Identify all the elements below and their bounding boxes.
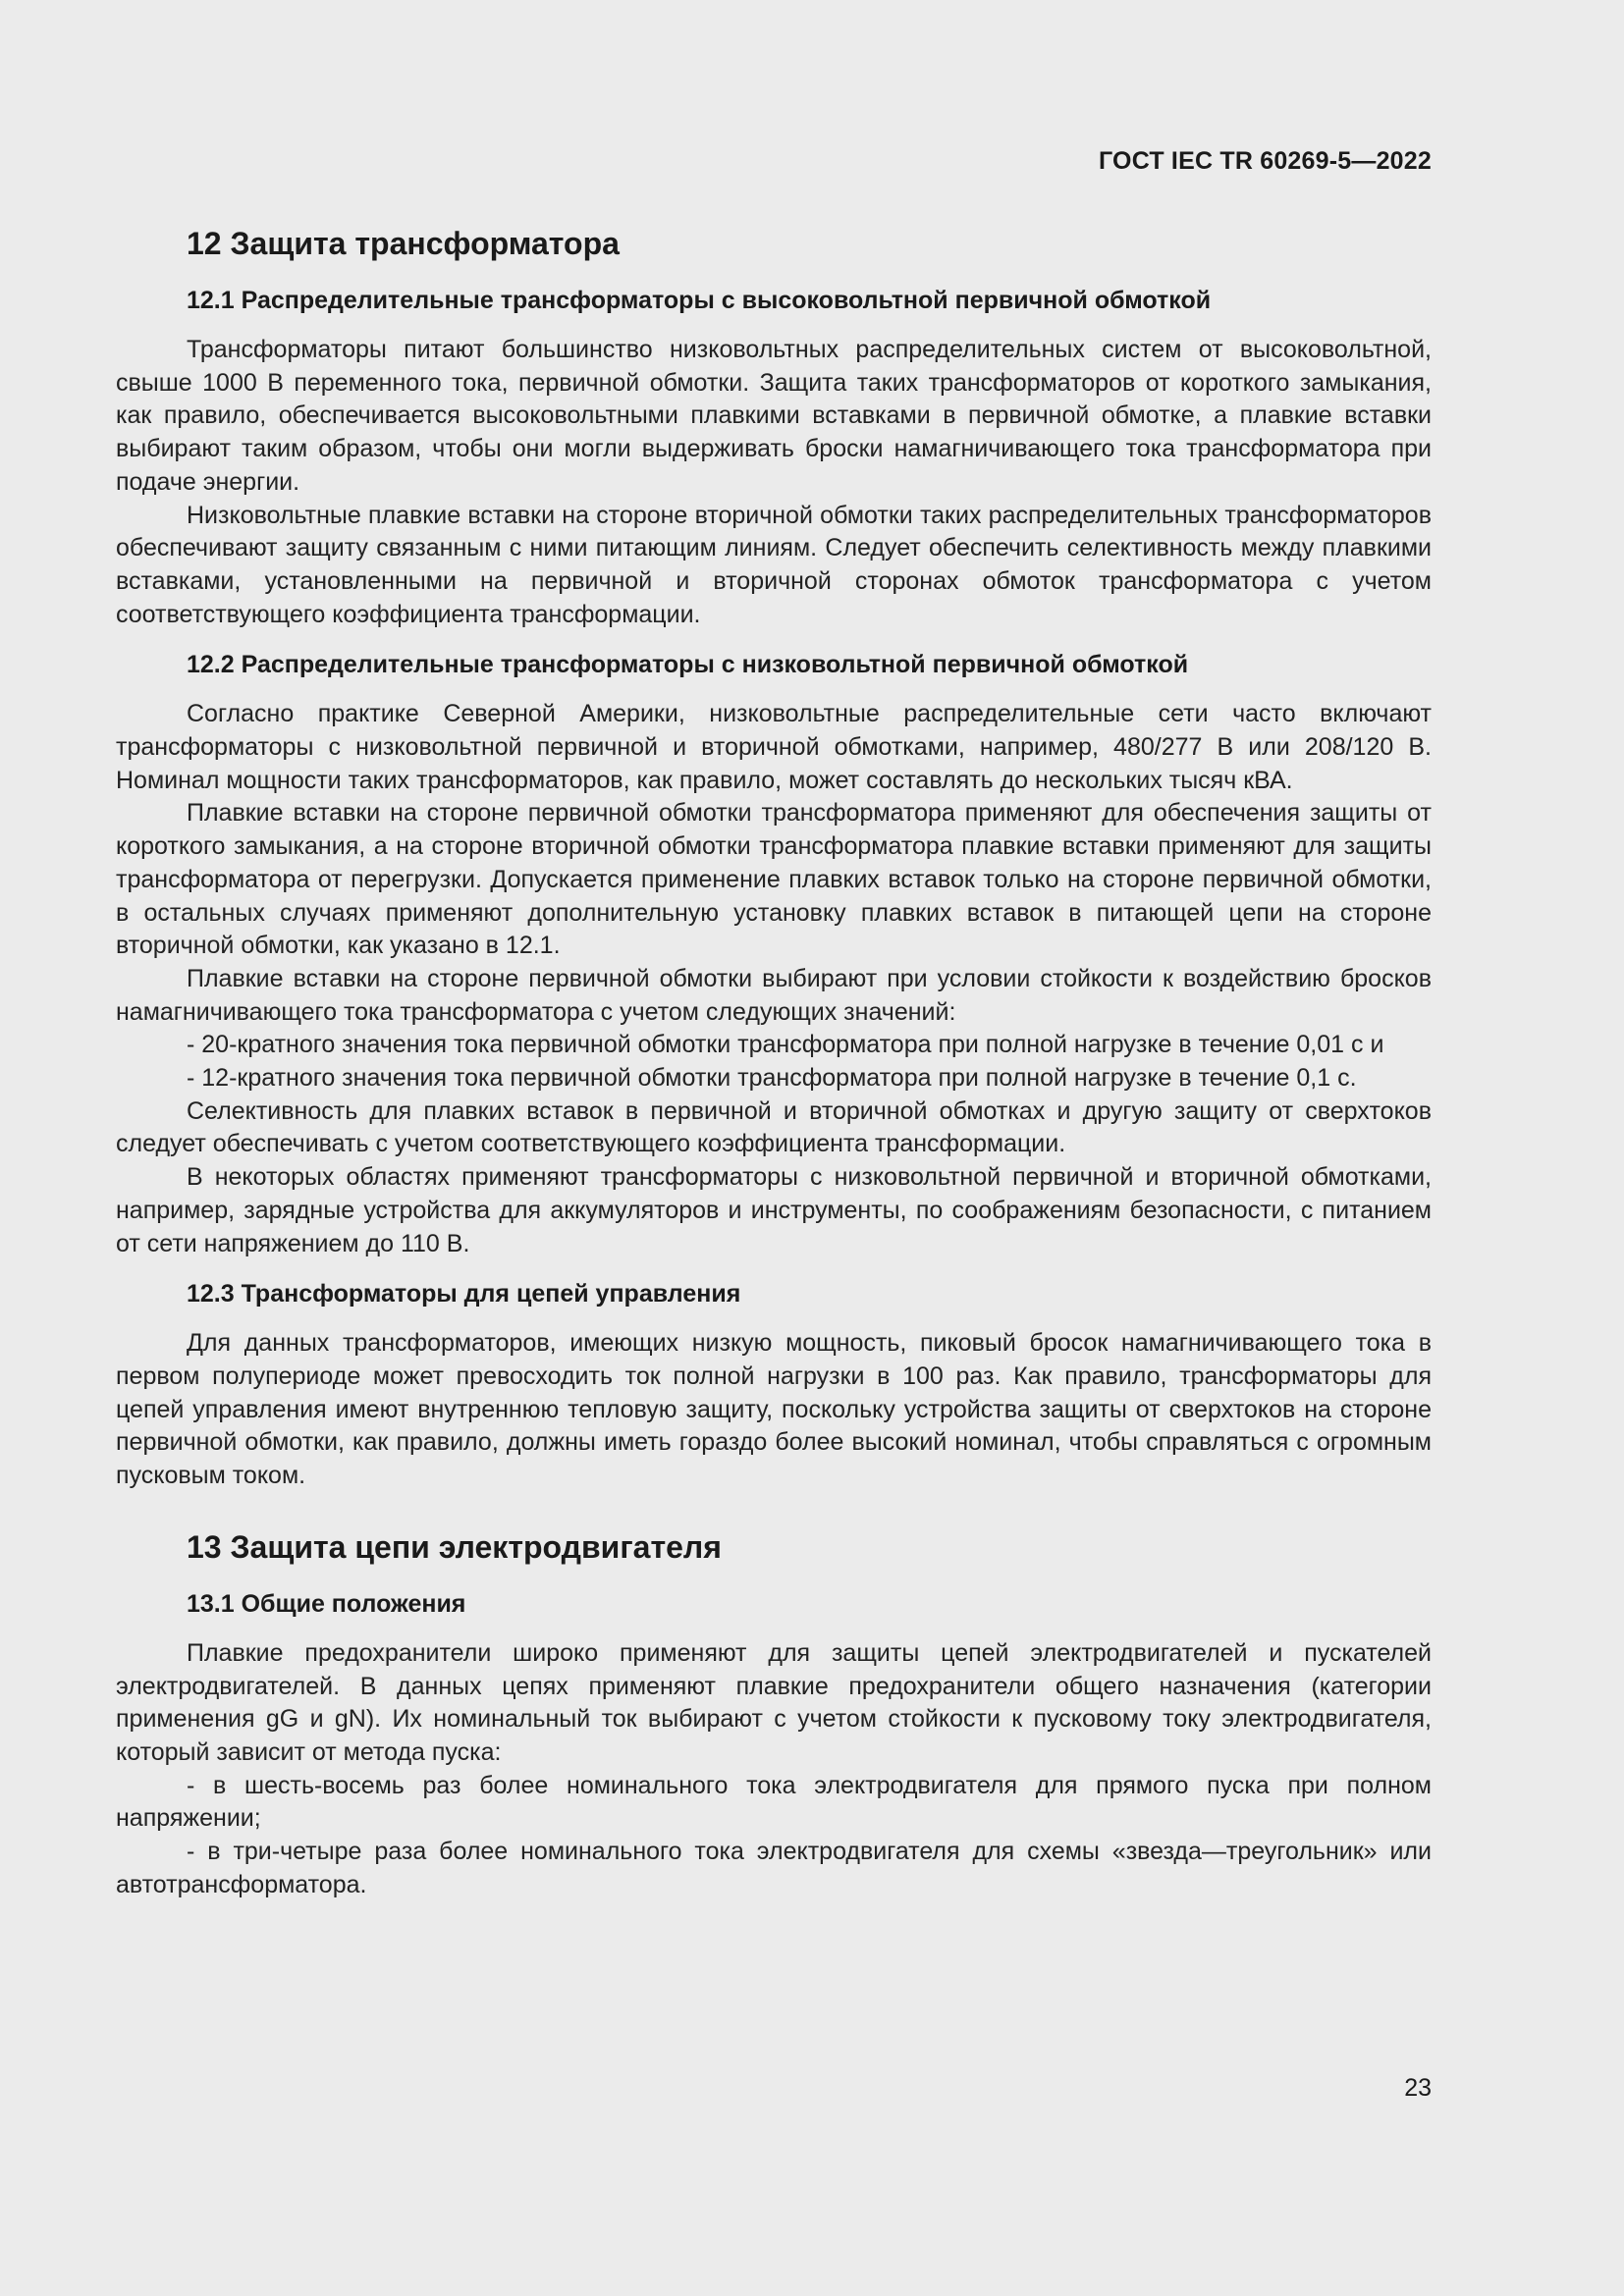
paragraph-12-2-3: Плавкие вставки на стороне первичной обмотки выбирают при условии стойкости к воздействию бросков намагничивающего тока трансформатора с учетом следующих значений: bbox=[116, 964, 1432, 1026]
paragraph-12-2-1: Согласно практике Северной Америки, низковольтные распределительные сети часто включают трансформаторы с низковольтной первичной и вторичной обмотками, например, 480/277 В или 208/120 В. Номинал мощности таких трансформаторов, как правило, может составлять до нескольких тысяч кВА. bbox=[116, 700, 1432, 794]
document-page bbox=[116, 0, 1432, 2296]
section-13-title: 13 Защита цепи электродвигателя bbox=[187, 1528, 722, 1565]
paragraph-12-2-4: Селективность для плавких вставок в первичной и вторичной обмотках и другую защиту от сверхтоков следует обеспечивать с учетом соответствующего коэффициента трансформации. bbox=[116, 1096, 1432, 1158]
list-item-13-1-1: - в шесть-восемь раз более номинального тока электродвигателя для прямого пуска при полном напряжении; bbox=[116, 1771, 1432, 1833]
paragraph-12-1-2: Низковольтные плавкие вставки на стороне вторичной обмотки таких распределительных трансформаторов обеспечивают защиту связанным с ними питающим линиям. Следует обеспечить селективность между плавкими вставками, установленными на первичной и вторичной сторонах обмоток трансформатора с учетом соответствующего коэффициента трансформации. bbox=[116, 501, 1432, 628]
paragraph-12-2-5: В некоторых областях применяют трансформаторы с низковольтной первичной и вторичной обмотками, например, зарядные устройства для аккумуляторов и инструменты, по соображениям безопасности, с питанием от сети напряжением до 110 В. bbox=[116, 1163, 1432, 1257]
paragraph-12-2-2: Плавкие вставки на стороне первичной обмотки трансформатора применяют для обеспечения защиты от короткого замыкания, а на стороне вторичной обмотки трансформатора плавкие вставки применяют для защиты трансформатора от перегрузки. Допускается применение плавких вставок только на стороне первичной обмотки, в остальных случаях применяют дополнительную установку плавких вставок в питающей цепи на стороне вторичной обмотки, как указано в 12.1. bbox=[116, 799, 1432, 960]
list-item-12-2-1: - 20-кратного значения тока первичной обмотки трансформатора при полной нагрузке в течение 0,01 с и bbox=[187, 1031, 1384, 1059]
subsection-12-1-title: 12.1 Распределительные трансформаторы с высоковольтной первичной обмоткой bbox=[187, 287, 1212, 314]
list-item-13-1-2: - в три-четыре раза более номинального тока электродвигателя для схемы «звезда—треугольник» или автотрансформатора. bbox=[116, 1838, 1432, 1898]
page-number: 23 bbox=[1404, 2074, 1432, 2102]
paragraph-12-3-1: Для данных трансформаторов, имеющих низкую мощность, пиковый бросок намагничивающего тока в первом полупериоде может превосходить ток полной нагрузки в 100 раз. Как правило, трансформаторы для цепей управления имеют внутреннюю тепловую защиту, поскольку устройства защиты от сверхтоков на стороне первичной обмотки, как правило, должны иметь гораздо более высокий номинал, чтобы справляться с огромным пусковым током. bbox=[116, 1329, 1432, 1490]
list-item-12-2-2: - 12-кратного значения тока первичной обмотки трансформатора при полной нагрузке в течение 0,1 с. bbox=[187, 1064, 1357, 1093]
subsection-13-1-title: 13.1 Общие положения bbox=[187, 1589, 466, 1618]
subsection-12-3-title: 12.3 Трансформаторы для цепей управления bbox=[187, 1280, 741, 1308]
paragraph-13-1-1: Плавкие предохранители широко применяют для защиты цепей электродвигателей и пускателей электродвигателей. В данных цепях применяют плавкие предохранители общего назначения (категории применения gG и gN). Их номинальный ток выбирают с учетом стойкости к пусковому току электродвигателя, который зависит от метода пуска: bbox=[116, 1638, 1432, 1766]
section-12-title: 12 Защита трансформатора bbox=[187, 226, 620, 261]
paragraph-12-1-1: Трансформаторы питают большинство низковольтных распределительных систем от высоковольтной, свыше 1000 В переменного тока, первичной обмотки. Защита таких трансформаторов от короткого замыкания, как правило, обеспечивается высоковольтными плавкими вставками в первичной обмотке, а плавкие вставки выбирают таким образом, чтобы они могли выдерживать броски намагничивающего тока трансформатора при подаче энергии. bbox=[116, 336, 1432, 496]
document-code-header: ГОСТ IEC TR 60269-5—2022 bbox=[1099, 147, 1432, 175]
document-content bbox=[116, 223, 1432, 1901]
subsection-12-2-title: 12.2 Распределительные трансформаторы с низковольтной первичной обмоткой bbox=[187, 651, 1189, 679]
